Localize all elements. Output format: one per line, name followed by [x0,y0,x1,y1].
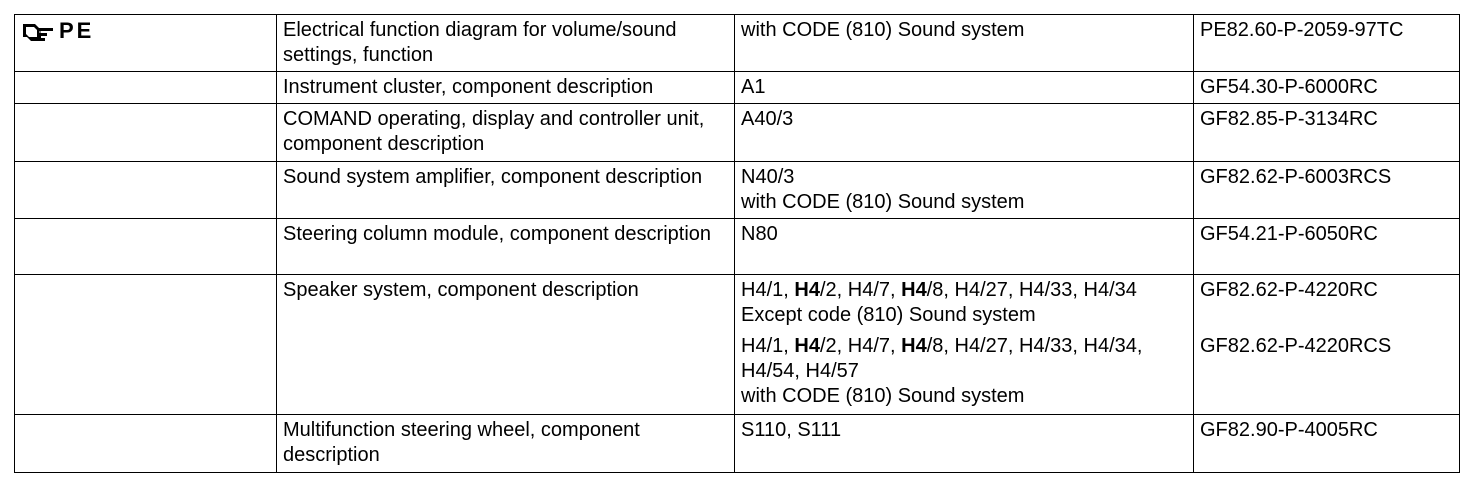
table-row [15,72,1460,104]
document-link[interactable]: GF82.62-P-4220RC [1200,279,1378,301]
document-link[interactable]: GF54.30-P-6000RC [1194,72,1460,104]
component-note: with CODE (810) Sound system [741,191,1025,213]
component-cell [735,162,1194,219]
empty-cell [15,104,277,162]
description-cell: Multifunction steering wheel, component description [277,415,735,473]
table-row [15,104,1460,162]
document-cell [1194,275,1460,415]
document-link[interactable]: GF82.62-P-4220RCS [1200,335,1392,357]
document-link[interactable]: GF54.21-P-6050RC [1194,219,1460,275]
empty-cell [15,162,277,219]
component-cell: A40/3 [735,104,1194,162]
table-row [15,415,1460,473]
component-note: with CODE (810) Sound system [741,385,1025,407]
component-ids: H4/1, H4/2, H4/7, H4/8, H4/27, H4/33, H4/34 [741,279,1137,301]
description-cell: COMAND operating, display and controller unit, component description [277,104,735,162]
empty-cell [15,275,277,415]
component-cell: with CODE (810) Sound system [735,15,1194,72]
component-group [741,278,1187,328]
document-link[interactable]: GF82.85-P-3134RC [1194,104,1460,162]
pointing-hand-icon [21,20,55,42]
document-link[interactable]: PE82.60-P-2059-97TC [1194,15,1460,72]
document-link[interactable]: GF82.90-P-4005RC [1194,415,1460,473]
component-cell: N80 [735,219,1194,275]
component-ids: H4/1, H4/2, H4/7, H4/8, H4/27, H4/33, H4/34, H4/54, H4/57 [741,335,1143,382]
component-cell: S110, S111 [735,415,1194,473]
table-row [15,219,1460,275]
table-row [15,275,1460,415]
empty-cell [15,415,277,473]
empty-cell [15,219,277,275]
component-cell [735,275,1194,415]
empty-cell [15,72,277,104]
component-cell: A1 [735,72,1194,104]
table-row [15,15,1460,72]
description-cell: Steering column module, component description [277,219,735,275]
pe-label: PE [59,18,95,43]
document-link[interactable]: GF82.62-P-6003RCS [1194,162,1460,219]
description-cell: Sound system amplifier, component description [277,162,735,219]
reference-table [14,14,1460,473]
description-cell: Instrument cluster, component description [277,72,735,104]
header-cell [15,15,277,72]
description-cell: Speaker system, component description [277,275,735,415]
component-group [741,334,1187,409]
component-note: Except code (810) Sound system [741,304,1036,326]
table-row [15,162,1460,219]
description-cell: Electrical function diagram for volume/sound settings, function [277,15,735,72]
component-id: N40/3 [741,166,795,188]
